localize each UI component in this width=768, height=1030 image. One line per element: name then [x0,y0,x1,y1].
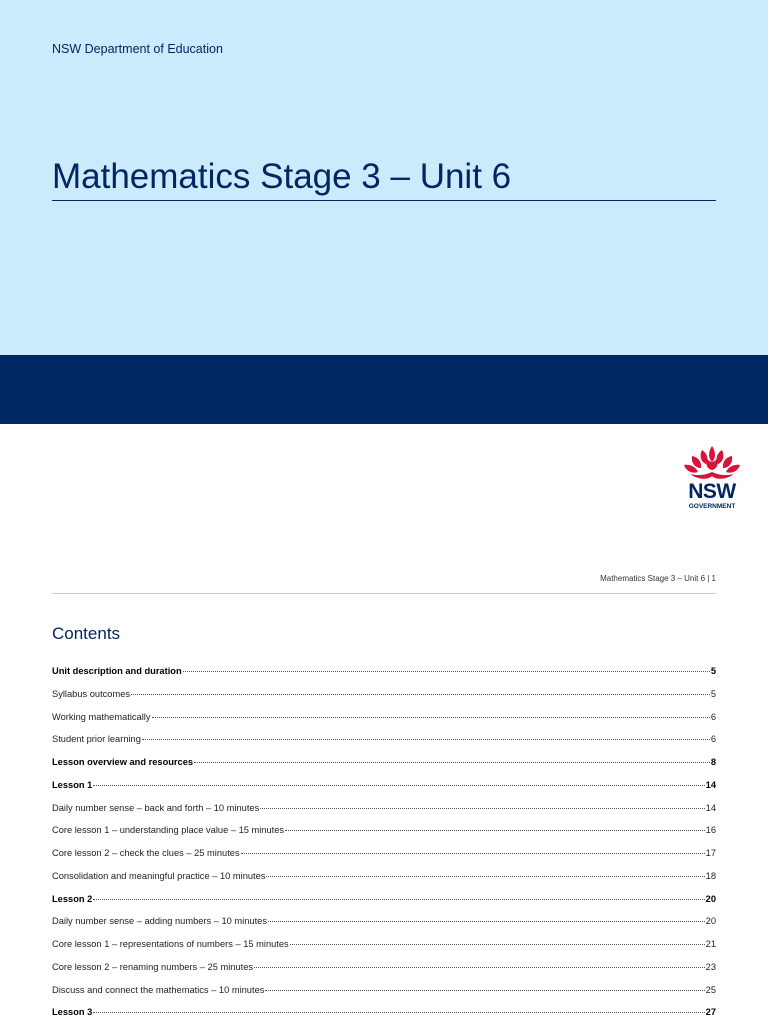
toc-entry-label: Daily number sense – adding numbers – 10 minutes [52,916,267,927]
toc-dot-leader [131,694,710,695]
toc-entry-page: 8 [710,757,716,767]
toc-dot-leader [194,762,710,763]
toc-entry-page: 6 [710,711,716,722]
toc-entry[interactable] [52,689,716,712]
toc-dot-leader [142,739,710,740]
toc-entry[interactable] [52,1007,716,1030]
toc-entry[interactable] [52,712,716,735]
waratah-flower-icon [678,444,746,482]
toc-entry-label: Core lesson 1 – representations of numbers – 15 minutes [52,939,289,949]
toc-entry-page: 16 [705,825,716,836]
toc-entry-page: 20 [705,916,716,927]
toc-entry-label: Lesson overview and resources [52,757,194,767]
toc-entry-label: Consolidation and meaningful practice – 10 minutes [52,870,266,881]
toc-entry-label: Student prior learning [52,734,141,745]
nsw-government-logo [678,444,746,514]
toc-dot-leader [152,717,710,718]
toc-entry-page: 20 [705,893,716,904]
toc-entry-page: 14 [705,802,716,813]
toc-dot-leader [183,671,710,672]
toc-entry-label: Core lesson 2 – renaming numbers – 25 minutes [52,961,254,972]
toc-dot-leader [93,785,704,786]
logo-subtext: GOVERNMENT [688,503,736,510]
toc-entry-page: 23 [705,961,716,972]
toc-dot-leader [93,899,704,900]
toc-dot-leader [268,921,705,922]
toc-entry[interactable] [52,666,716,689]
toc-entry[interactable] [52,916,716,939]
toc-entry-label: Daily number sense – back and forth – 10 minutes [52,802,260,813]
toc-entry-label: Working mathematically [52,711,151,722]
toc-entry[interactable] [52,939,716,962]
toc-entry-label: Lesson 3 [52,1007,93,1018]
toc-entry-page: 17 [705,848,716,858]
toc-entry-label: Lesson 2 [52,893,93,904]
toc-entry-label: Discuss and connect the mathematics – 10 minutes [52,984,265,995]
toc-dot-leader [241,853,705,854]
toc-entry-page: 18 [705,870,716,881]
contents-heading: Contents [52,624,121,643]
toc-entry-label: Core lesson 1 – understanding place value – 15 minutes [52,825,285,836]
cover-panel [0,0,768,355]
toc-entry-label: Lesson 1 [52,779,93,790]
toc-dot-leader [290,944,705,945]
toc-dot-leader [266,876,704,877]
toc-dot-leader [254,967,705,968]
toc-entry[interactable] [52,825,716,848]
toc-entry[interactable] [52,985,716,1008]
toc-entry[interactable] [52,757,716,780]
toc-entry-label: Unit description and duration [52,666,182,676]
logo-wordmark: NSW [688,480,736,503]
toc-dot-leader [285,830,705,831]
toc-entry-page: 5 [710,688,716,699]
toc-entry[interactable] [52,803,716,826]
running-header: Mathematics Stage 3 – Unit 6 | 1 [600,574,716,583]
toc-entry[interactable] [52,871,716,894]
table-of-contents [52,666,716,1030]
toc-entry[interactable] [52,734,716,757]
toc-entry-page: 27 [705,1007,716,1018]
header-divider [52,593,716,594]
cover-band [0,355,768,424]
toc-entry[interactable] [52,848,716,871]
department-name: NSW Department of Education [52,42,223,56]
toc-entry[interactable] [52,962,716,985]
toc-dot-leader [260,808,704,809]
document-title: Mathematics Stage 3 – Unit 6 [52,156,716,201]
toc-entry-page: 25 [705,984,716,995]
toc-entry-page: 14 [705,779,716,790]
toc-dot-leader [93,1012,704,1013]
toc-entry-label: Core lesson 2 – check the clues – 25 minutes [52,848,240,858]
toc-entry[interactable] [52,780,716,803]
toc-entry-label: Syllabus outcomes [52,688,131,699]
toc-dot-leader [265,990,704,991]
toc-entry-page: 6 [710,734,716,745]
toc-entry[interactable] [52,894,716,917]
toc-entry-page: 5 [710,666,716,676]
toc-entry-page: 21 [705,939,716,949]
